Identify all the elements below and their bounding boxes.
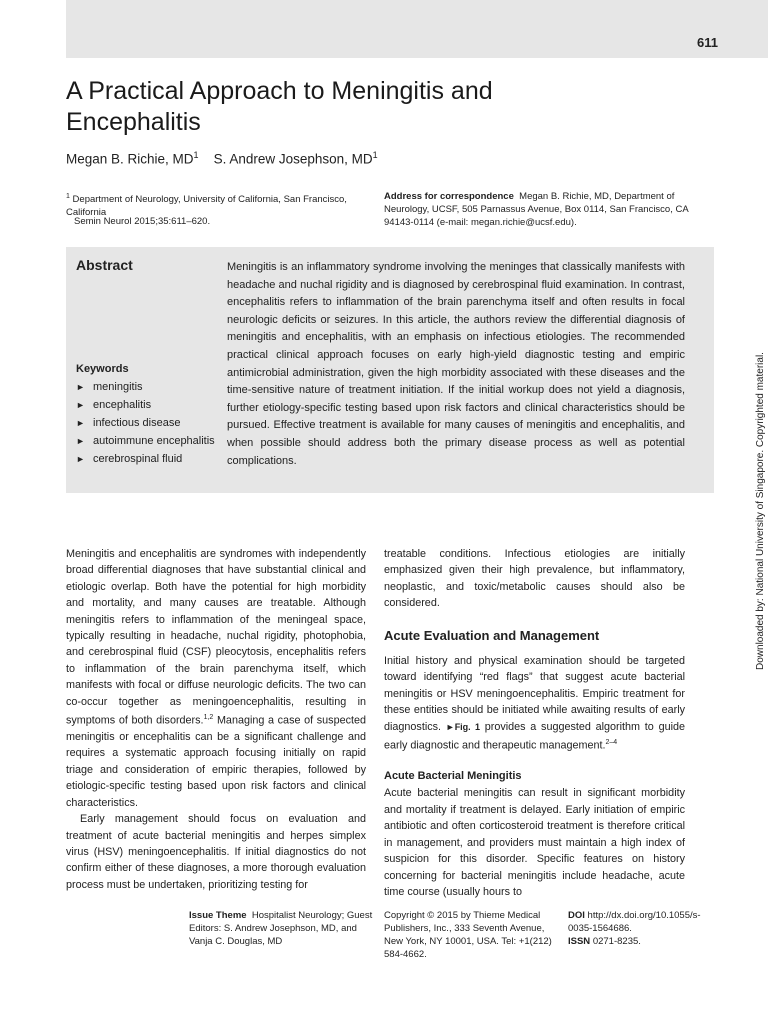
page-number: 611 xyxy=(697,35,718,50)
doi-link[interactable]: http://dx.doi.org/10.1055/s-0035-1564686. xyxy=(568,910,701,934)
author-affiliation-mark: 1 xyxy=(193,150,199,160)
download-notice: Downloaded by: National University of Singapore. Copyrighted material. xyxy=(755,352,766,670)
keyword-item xyxy=(76,450,216,468)
affiliation-text: Department of Neurology, University of California, San Francisco, California xyxy=(66,194,347,219)
keywords-list xyxy=(76,378,216,468)
body-column-left xyxy=(66,546,366,893)
arrow-icon: ► xyxy=(76,400,85,410)
keyword-label: cerebrospinal fluid xyxy=(93,453,183,465)
body-paragraph: Acute bacterial meningitis can result in significant morbidity and mortality if treatment is delayed. Early initiation of empiric antibiotic and often corticosteroid treatment is therefore critical in management, and providers must maintain a high index of suspicion for this disorder. Specific features on history concerning for bacterial meningitis include headache, acute time course (usually hours to xyxy=(384,787,685,898)
keyword-item xyxy=(76,396,216,414)
doi-label: DOI xyxy=(568,910,585,921)
body-text: Meningitis and encephalitis are syndromes with independently broad differential diagnoses that have substantial clinical and etiologic overlap. Both have the potential for high morbidity and mortality, and many causes are treatable. Although meningitis refers to inflammation of the meningeal space, typically resulting in headache, nuchal rigidity, photophobia, and cerebrospinal fluid (CSF) pleocytosis, encephalitis refers to inflammation of the brain parenchyma itself, which manifests with focal or diffuse neurologic deficits. The two can co-occur together as meningoencephalitis, resulting in symptoms of both disorders. xyxy=(66,548,366,727)
issue-theme-text: Hospitalist Neurology; Guest Editors: S. Andrew Josephson, MD, and Vanja C. Douglas, MD xyxy=(189,910,373,947)
reference-mark: 1,2 xyxy=(203,714,214,722)
body-paragraph: treatable conditions. Infectious etiologies are initially emphasized given their high prevalence, but inflammatory, neoplastic, and toxic/metabolic causes should also be considered. xyxy=(384,548,685,610)
keyword-label: autoimmune encephalitis xyxy=(93,435,215,447)
author-name: S. Andrew Josephson, MD xyxy=(213,151,373,167)
section-heading: Acute Evaluation and Management xyxy=(384,627,600,643)
affiliation xyxy=(66,190,371,219)
issue-theme-label: Issue Theme xyxy=(189,910,247,921)
body-text: Initial history and physical examination should be targeted toward identifying “red flags” that suggest acute bacterial meningitis or HSV meningoencephalitis. Empiric treatment for these entities should be initiated while awaiting results of early diagnostics. xyxy=(384,655,685,733)
subsection-heading: Acute Bacterial Meningitis xyxy=(384,770,522,783)
body-text: Managing a case of suspected meningitis or encephalitis can be a significant challenge and requires a systematic approach focusing initially on rapid triage and consideration of empiric therapies, followed by etiologic-specific testing based upon risk factors and clinical characteristics. xyxy=(66,714,366,809)
author-affiliation-mark: 1 xyxy=(372,150,378,160)
body-column-right xyxy=(384,546,685,900)
arrow-icon: ► xyxy=(76,382,85,392)
issn-label: ISSN xyxy=(568,936,591,947)
abstract-heading: Abstract xyxy=(76,257,133,273)
header-band xyxy=(66,0,768,58)
correspondence xyxy=(384,190,704,229)
arrow-icon: ► xyxy=(76,418,85,428)
keyword-item xyxy=(76,414,216,432)
abstract-text: Meningitis is an inflammatory syndrome involving the meninges that classically manifests with headache and nuchal rigidity and is diagnosed by cerebrospinal fluid examination. In contrast, encephalitis refers to inflammation of the brain parenchyma itself and often results in focal neurologic deficits or seizures. In this article, the authors review the differential diagnosis of meningitis and encephalitis, with an emphasis on infectious etiologies. The recommended practical clinical approach focuses on early high-yield diagnostic testing and empiric antimicrobial administration, given the high morbidity associated with these diseases and the time-sensitive nature of treatment initiation. If the initial workup does not yield a diagnosis, further etiology-specific testing based upon risk factors and clinical characteristics should be pursued. Effective treatment is available for many causes of meningitis and encephalitis, and when possible should address both the primary disease process as well as potential complications. xyxy=(227,261,685,467)
arrow-icon: ► xyxy=(76,436,85,446)
keywords-heading: Keywords xyxy=(76,363,129,375)
footer-issue-theme xyxy=(189,909,374,948)
footer-identifiers xyxy=(568,909,701,948)
body-paragraph: Early management should focus on evaluation and treatment of acute bacterial meningitis and herpes simplex virus (HSV) meningoencephalitis. If initial diagnostics do not confirm either of these diagnoses, a more thorough evaluation process must be undertaken, prioritizing testing for xyxy=(66,813,366,891)
footer-copyright: Copyright © 2015 by Thieme Medical Publishers, Inc., 333 Seventh Avenue, New York, NY 10001, USA. Tel: +1(212) 584-4662. xyxy=(384,910,552,960)
article-title: A Practical Approach to Meningitis and Encephalitis xyxy=(66,77,493,136)
issn-value: 0271-8235. xyxy=(592,936,641,947)
body-paragraph xyxy=(66,546,366,811)
reference-mark: 2–4 xyxy=(605,739,618,747)
correspondence-label: Address for correspondence xyxy=(384,191,514,202)
keyword-item xyxy=(76,378,216,396)
author-name: Megan B. Richie, MD xyxy=(66,151,194,167)
journal-citation: Semin Neurol 2015;35:611–620. xyxy=(74,216,211,227)
body-paragraph xyxy=(384,653,685,754)
author-list xyxy=(66,150,378,167)
arrow-icon: ► xyxy=(76,454,85,464)
keyword-label: infectious disease xyxy=(93,417,181,429)
keyword-label: encephalitis xyxy=(93,399,152,411)
download-notice-container xyxy=(755,350,768,670)
affiliation-mark: 1 xyxy=(66,193,70,200)
body-text: provides a suggested algorithm to guide early diagnostic and therapeutic management. xyxy=(384,720,685,752)
figure-reference-link[interactable]: ►Fig. 1 xyxy=(445,721,480,732)
correspondence-text: Megan B. Richie, MD, Department of Neurology, UCSF, 505 Parnassus Avenue, Box 0114, San Francisco, CA 94143-0114 (e-mail: megan.richie@ucsf.edu). xyxy=(384,191,689,228)
keyword-label: meningitis xyxy=(93,381,143,393)
keyword-item xyxy=(76,432,216,450)
